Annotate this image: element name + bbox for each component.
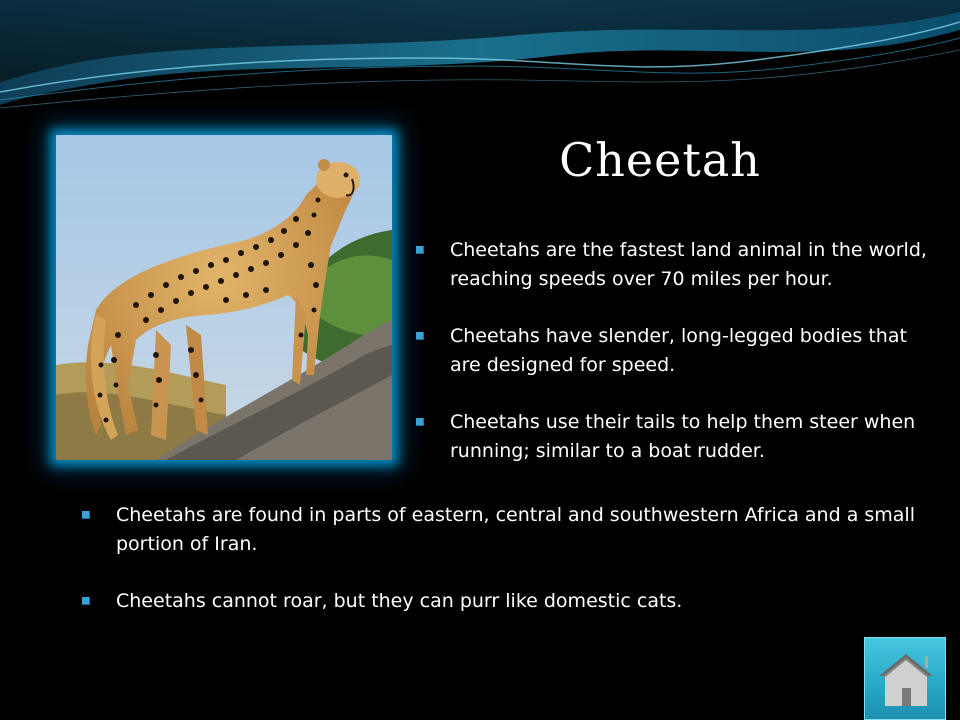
bullet-text: Cheetahs are the fastest land animal in the world, reaching speeds over 70 miles per hour. [450, 239, 927, 290]
bullet-text: Cheetahs have slender, long-legged bodies that are designed for speed. [450, 325, 907, 376]
list-item [416, 408, 936, 466]
cheetah-photo [56, 135, 392, 460]
home-button[interactable] [864, 637, 946, 720]
bullet-square-icon [416, 418, 424, 426]
bullet-text: Cheetahs use their tails to help them steer when running; similar to a boat rudder. [450, 411, 916, 462]
bullet-square-icon [82, 597, 90, 605]
right-bullet-list [416, 236, 936, 494]
bullet-square-icon [416, 332, 424, 340]
cheetah-illustration [56, 135, 392, 460]
bullet-square-icon [82, 511, 90, 519]
list-item [416, 236, 936, 294]
slide-title: Cheetah [559, 133, 761, 187]
bullet-text: Cheetahs cannot roar, but they can purr like domestic cats. [116, 590, 683, 612]
home-icon [875, 646, 937, 712]
list-item [416, 322, 936, 380]
bottom-bullet-list [82, 501, 922, 644]
list-item [82, 587, 922, 616]
list-item [82, 501, 922, 559]
bullet-square-icon [416, 246, 424, 254]
bullet-text: Cheetahs are found in parts of eastern, central and southwestern Africa and a small portion of Iran. [116, 504, 915, 555]
header-wave-decoration [0, 0, 960, 120]
